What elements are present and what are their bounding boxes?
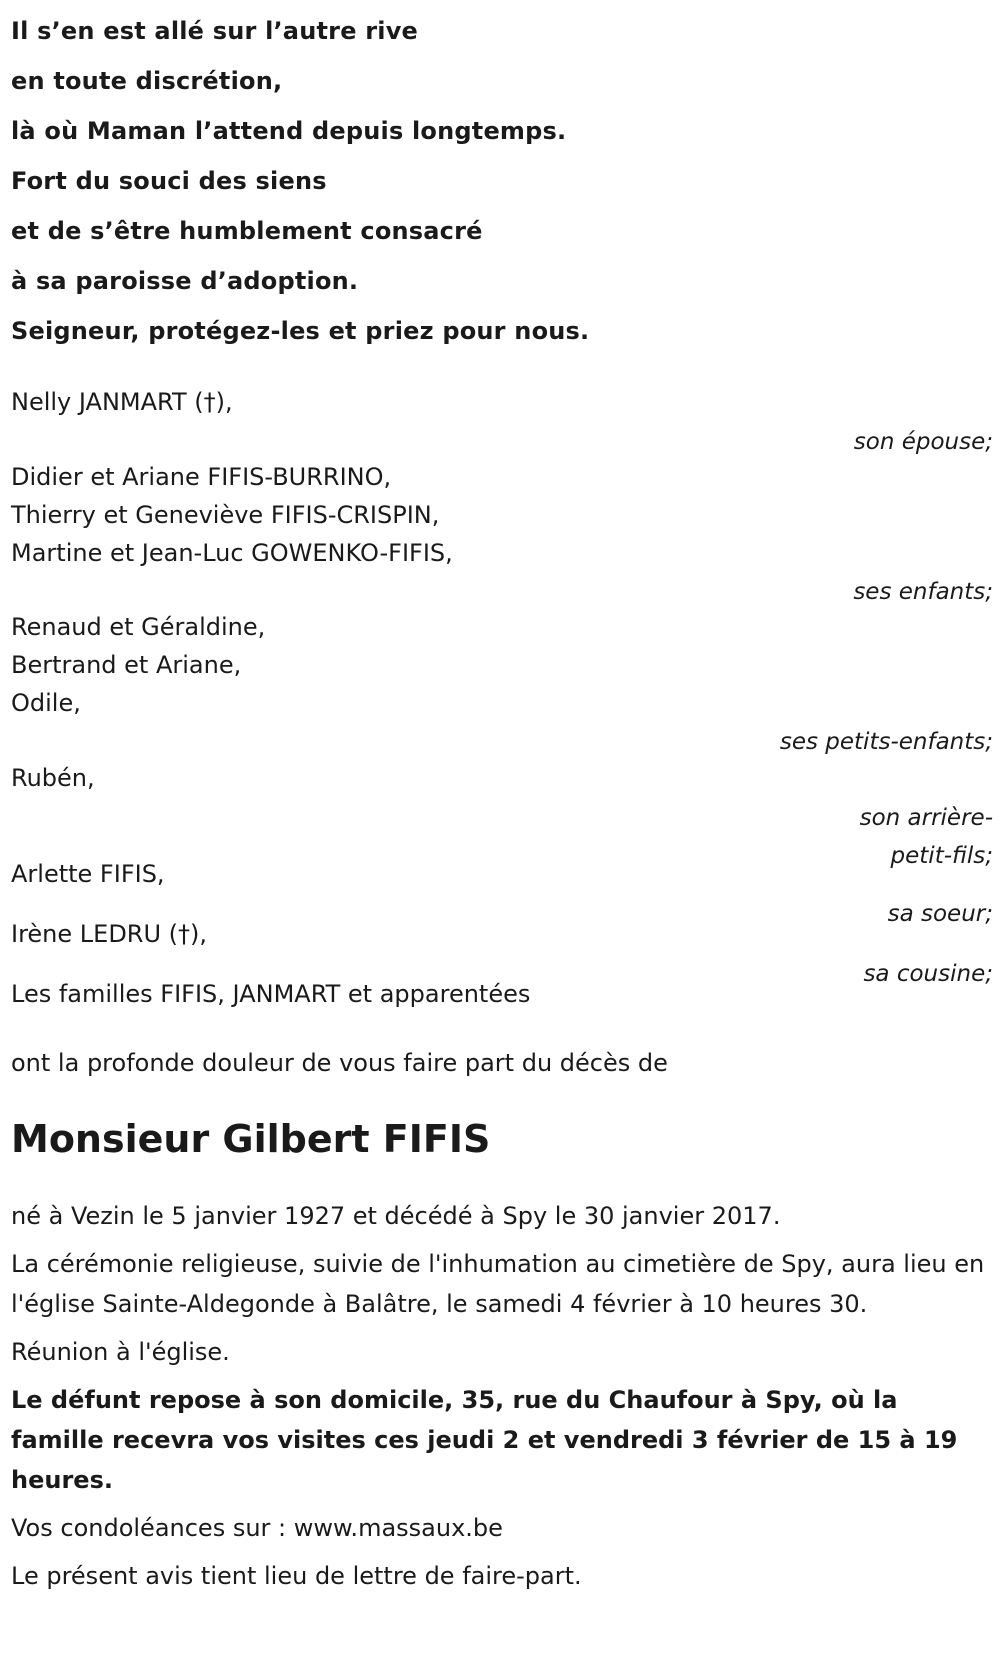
- poem-line: Il s’en est allé sur l’autre rive: [11, 17, 419, 45]
- family-role-text: petit-fils;: [890, 843, 993, 869]
- families-line: Les familles FIFIS, JANMART et apparentées: [11, 980, 531, 1008]
- family-role: [11, 722, 993, 762]
- family-name: Rubén,: [11, 764, 95, 792]
- poem-line: et de s’être humblement consacré: [11, 217, 483, 245]
- family-role-text: son épouse;: [853, 429, 993, 455]
- poem-line: Seigneur, protégez-les et priez pour nous.: [11, 317, 590, 345]
- meeting-info: Réunion à l'église.: [11, 1338, 230, 1366]
- family-role-text: sa cousine;: [863, 961, 993, 987]
- family-role-text: sa soeur;: [887, 901, 993, 927]
- family-role-text: ses enfants;: [853, 579, 993, 605]
- poem-line: Fort du souci des siens: [11, 167, 327, 195]
- poem-line: à sa paroisse d’adoption.: [11, 267, 359, 295]
- funeral-details: [11, 1196, 986, 1604]
- ceremony-info: La cérémonie religieuse, suivie de l'inhumation au cimetière de Spy, aura lieu en l'église Sainte-Aldegonde à Balâtre, le samedi 4 février à 10 heures 30.: [11, 1250, 985, 1318]
- poem-line: en toute discrétion,: [11, 67, 283, 95]
- family-name: Nelly JANMART (†),: [11, 388, 233, 416]
- family-name: Odile,: [11, 689, 81, 717]
- condolences-info: Vos condoléances sur : www.massaux.be: [11, 1514, 503, 1542]
- family-group-spouse: [11, 382, 993, 462]
- family-name: Didier et Ariane FIFIS-BURRINO,: [11, 463, 392, 491]
- notice-info: Le présent avis tient lieu de lettre de faire-part.: [11, 1562, 582, 1590]
- family-group-grandchildren: [11, 608, 993, 762]
- visits-info: Le défunt repose à son domicile, 35, rue du Chaufour à Spy, où la famille recevra vos visites ces jeudi 2 et vendredi 3 février de 15 à 19 heures.: [11, 1386, 958, 1494]
- family-list: [11, 382, 993, 1014]
- family-name: Martine et Jean-Luc GOWENKO-FIFIS,: [11, 539, 453, 567]
- family-name: Renaud et Géraldine,: [11, 613, 266, 641]
- family-role: [11, 572, 993, 612]
- announcement-intro: ont la profonde douleur de vous faire part du décès de: [11, 1049, 668, 1077]
- family-role: [11, 954, 993, 994]
- birth-death-info: né à Vezin le 5 janvier 1927 et décédé à Spy le 30 janvier 2017.: [11, 1202, 781, 1230]
- family-name: Irène LEDRU (†),: [11, 920, 208, 948]
- family-group-children: [11, 458, 993, 612]
- poem: [11, 6, 711, 356]
- deceased-name: Monsieur Gilbert FIFIS: [11, 1117, 491, 1161]
- family-role-text: son arrière-: [859, 805, 993, 831]
- family-role: [11, 422, 993, 462]
- family-role-text: ses petits-enfants;: [779, 729, 993, 755]
- poem-line: là où Maman l’attend depuis longtemps.: [11, 117, 567, 145]
- family-name: Arlette FIFIS,: [11, 860, 165, 888]
- family-name: Bertrand et Ariane,: [11, 651, 242, 679]
- family-name: Thierry et Geneviève FIFIS-CRISPIN,: [11, 501, 440, 529]
- family-group-cousin: [11, 914, 993, 994]
